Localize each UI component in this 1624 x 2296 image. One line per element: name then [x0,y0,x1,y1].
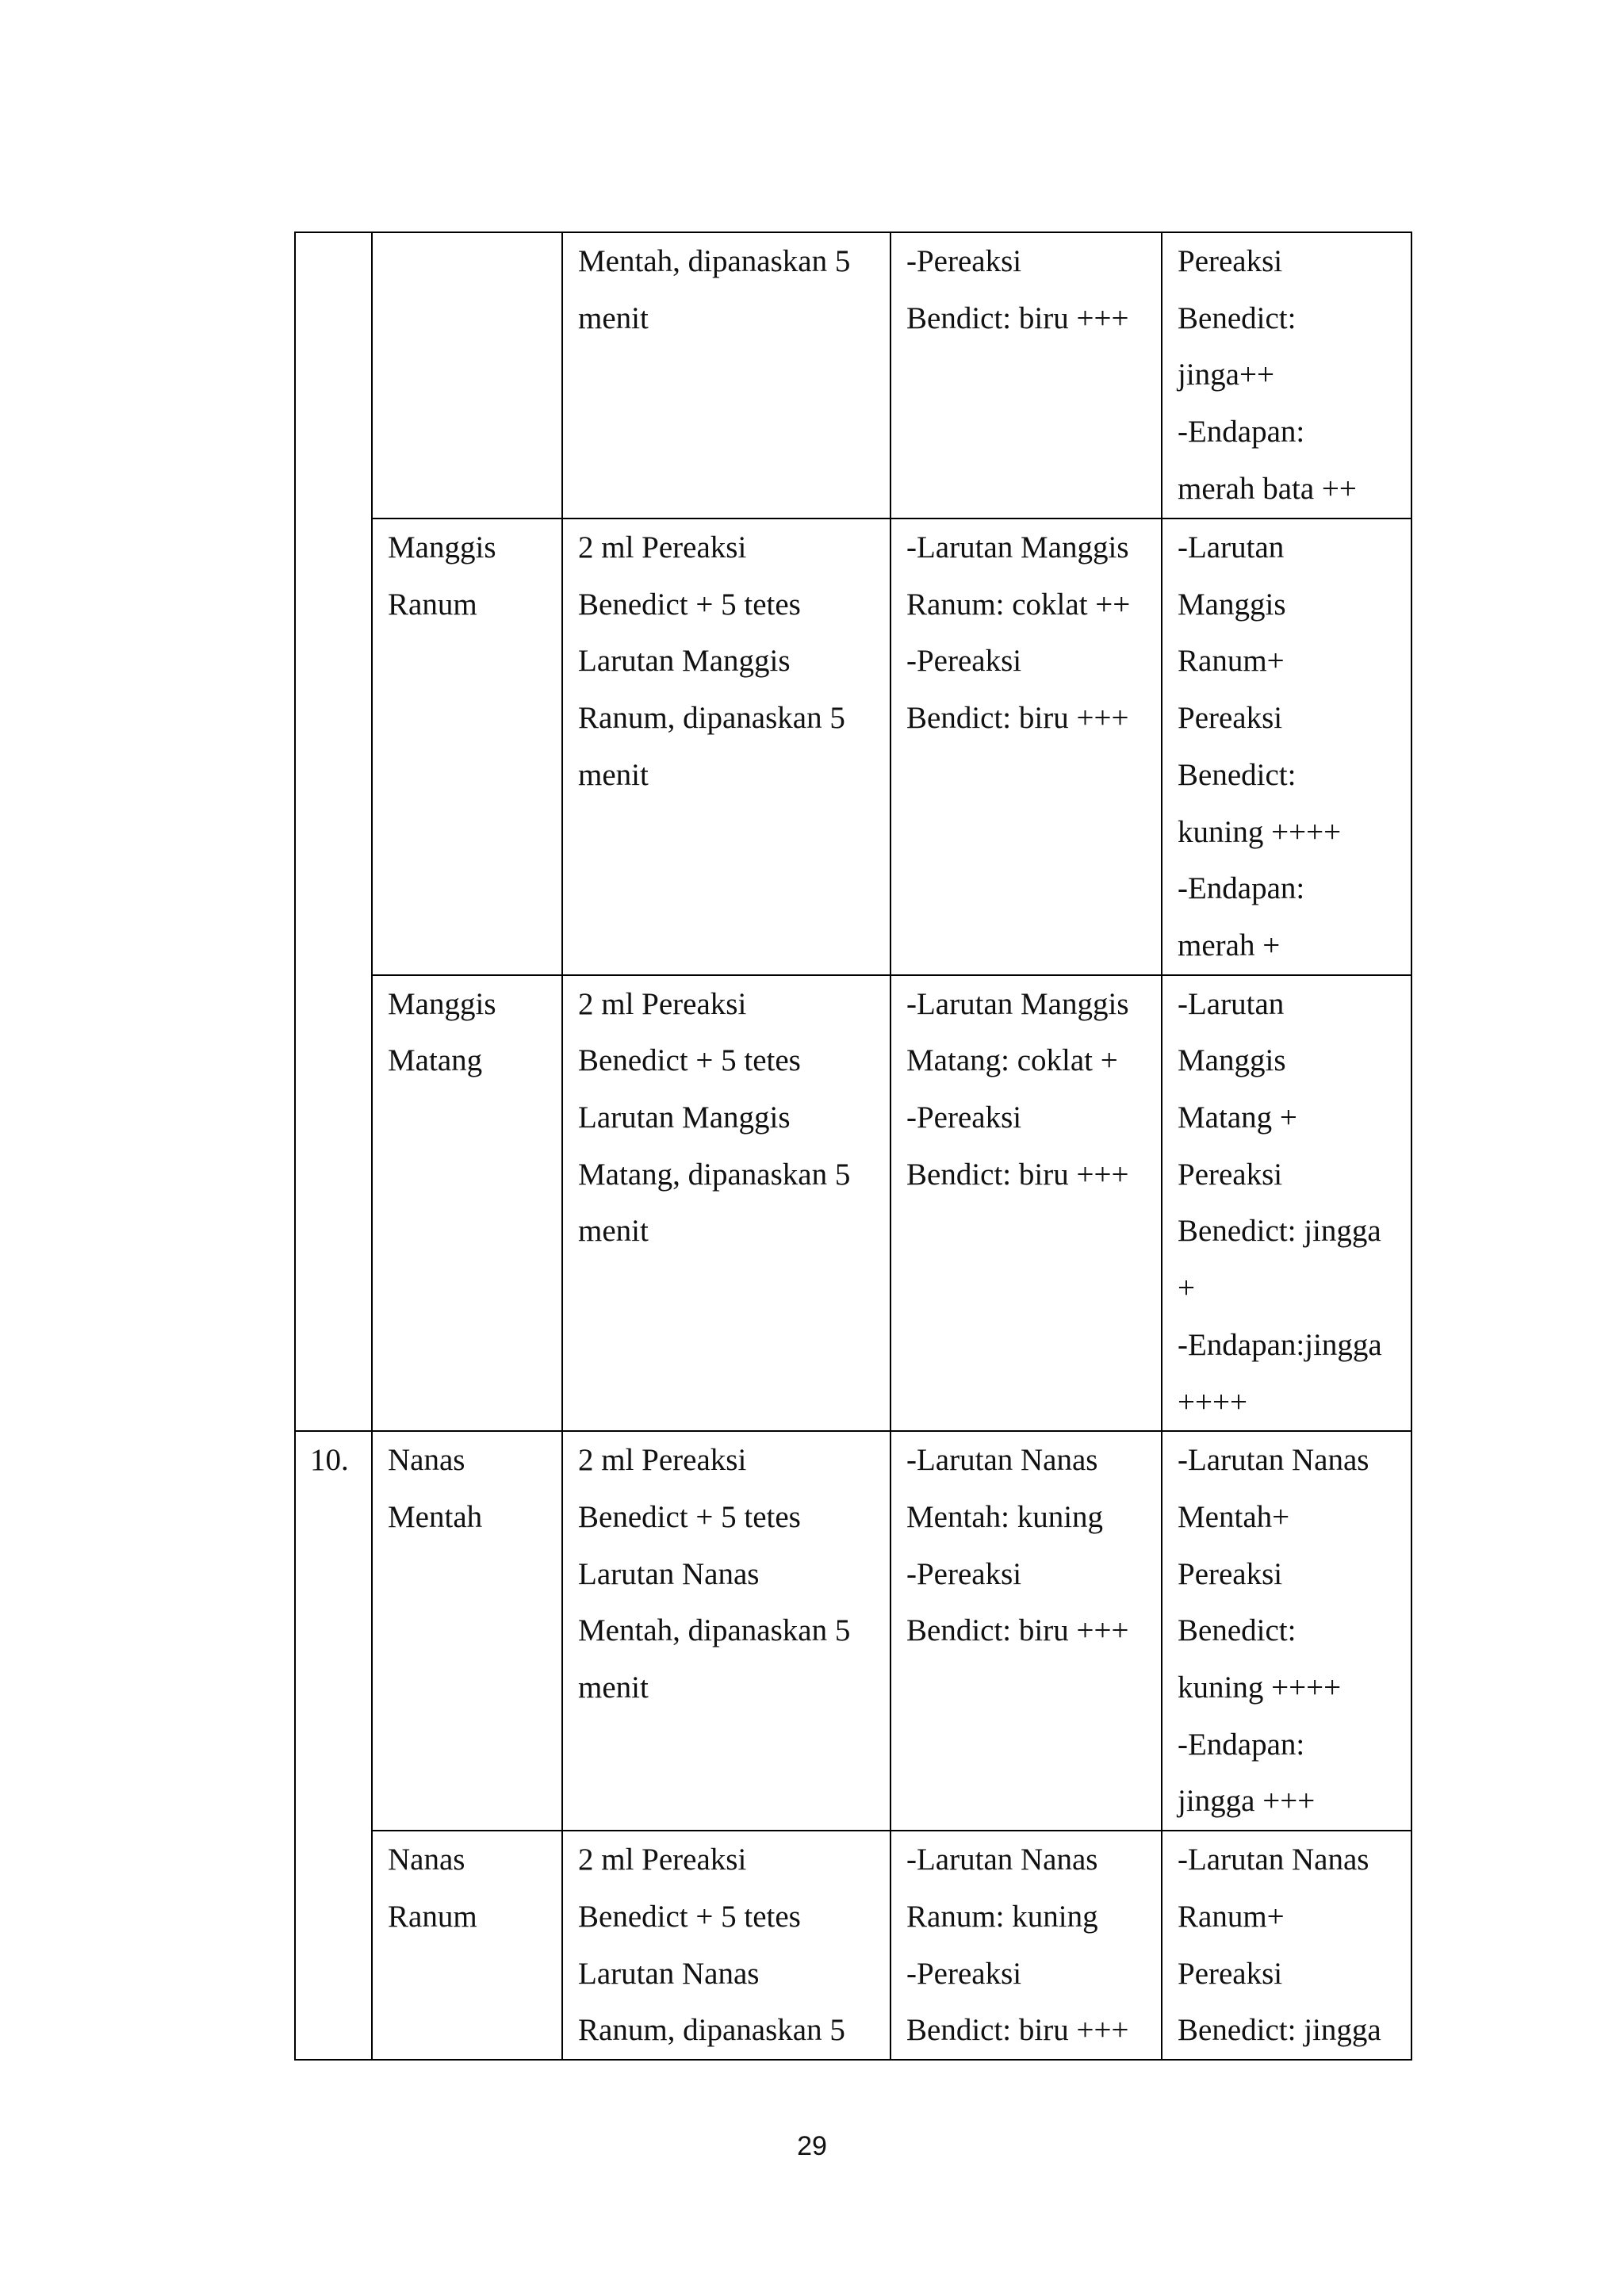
procedure-cell: 2 ml Pereaksi Benedict + 5 tetes Larutan Manggis Ranum, dipanaskan 5 menit [562,519,891,975]
table-row [295,1831,1411,2060]
table-row [295,232,1411,519]
sample-cell: Manggis Ranum [372,519,562,975]
before-observation-cell: -Larutan Manggis Ranum: coklat ++ -Pereaksi Bendict: biru +++ [891,519,1162,975]
procedure-cell: 2 ml Pereaksi Benedict + 5 tetes Larutan Nanas Mentah, dipanaskan 5 menit [562,1431,891,1831]
procedure-cell: Mentah, dipanaskan 5 menit [562,232,891,519]
row-number-cell [295,232,372,1431]
sample-cell [372,232,562,519]
after-observation-cell: -Larutan Manggis Ranum+ Pereaksi Benedict: kuning ++++ -Endapan: merah + [1162,519,1411,975]
before-observation-cell: -Larutan Nanas Mentah: kuning -Pereaksi Bendict: biru +++ [891,1431,1162,1831]
before-observation-cell: -Larutan Manggis Matang: coklat + -Pereaksi Bendict: biru +++ [891,975,1162,1432]
sample-cell: Nanas Mentah [372,1431,562,1831]
table-row [295,1431,1411,1831]
results-table [294,232,1412,2061]
sample-cell: Manggis Matang [372,975,562,1432]
table-row [295,519,1411,975]
procedure-cell: 2 ml Pereaksi Benedict + 5 tetes Larutan Manggis Matang, dipanaskan 5 menit [562,975,891,1432]
after-observation-cell: -Larutan Nanas Ranum+ Pereaksi Benedict: jingga [1162,1831,1411,2060]
procedure-cell: 2 ml Pereaksi Benedict + 5 tetes Larutan Nanas Ranum, dipanaskan 5 [562,1831,891,2060]
table-row [295,975,1411,1432]
after-observation-cell: -Larutan Manggis Matang + Pereaksi Benedict: jingga + -Endapan:jingga ++++ [1162,975,1411,1432]
before-observation-cell: -Larutan Nanas Ranum: kuning -Pereaksi Bendict: biru +++ [891,1831,1162,2060]
page-number: 29 [797,2131,827,2161]
after-observation-cell: Pereaksi Benedict: jinga++ -Endapan: merah bata ++ [1162,232,1411,519]
after-observation-cell: -Larutan Nanas Mentah+ Pereaksi Benedict: kuning ++++ -Endapan: jingga +++ [1162,1431,1411,1831]
row-number-cell: 10. [295,1431,372,2060]
sample-cell: Nanas Ranum [372,1831,562,2060]
before-observation-cell: -Pereaksi Bendict: biru +++ [891,232,1162,519]
